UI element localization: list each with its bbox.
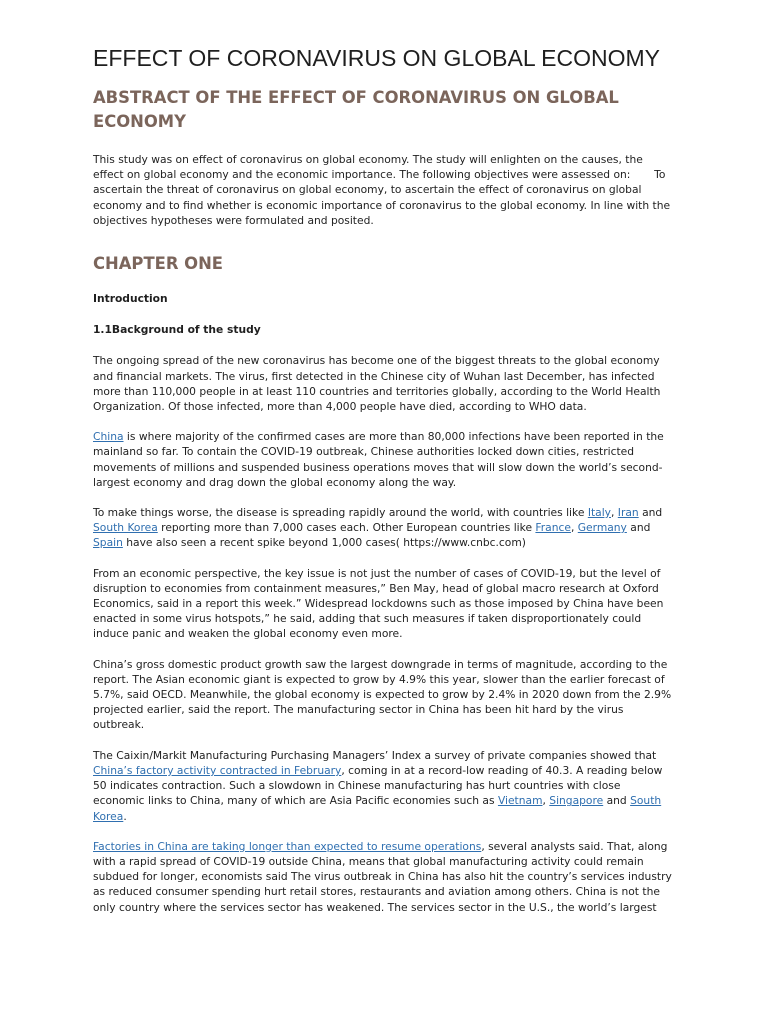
paragraph-factories xyxy=(93,839,674,915)
paragraph-pmi-text-2: , coming in at a record-low reading of 40.3. A reading below 50 indicates contraction. Such a slowdown in Chinese manufacturing has hurt countries with close economic links to China, many of which are Asia Pacific economies such as xyxy=(93,763,663,808)
paragraph-countries-text-6: and xyxy=(626,521,651,535)
paragraph-countries-text-4: reporting more than 7,000 cases each. Other European countries like xyxy=(157,521,536,535)
paragraph-spread: The ongoing spread of the new coronavirus has become one of the biggest threats to the global economy and financial markets. The virus, first detected in the Chinese city of Wuhan last December, has infected more than 110,000 people in at least 110 countries and territories globally, according to the World Health Organization. Of those infected, more than 4,000 people have died, according to WHO data. xyxy=(93,354,661,414)
paragraph-factories-text: , several analysts said. That, along with a rapid spread of COVID-19 outside China, means that global manufacturing activity could remain subdued for longer, economists said The virus outbreak in China has also hit the country’s services industry as reduced consumer spending hurt retail stores, restaurants and aviation among others. China is not the only country where the services sector has weakened. The services sector in the U.S., the world’s largest xyxy=(93,839,672,914)
background-label: 1.1Background of the study xyxy=(93,323,261,337)
paragraph-countries xyxy=(93,505,674,551)
paragraph-economic-perspective: From an economic perspective, the key issue is not just the number of cases of COVID-19, but the level of disruption to economies from containment measures,” Ben May, head of global macro research at Oxford Economics, said in a report this week.” Widespread lockdowns such as those imposed by China have been enacted in some virus hotspots,” he said, adding that such measures if taken disproportionately could induce panic and weaken the global economy even more. xyxy=(93,566,664,641)
link-italy[interactable]: Italy xyxy=(587,506,611,520)
paragraph-countries-text-2: , xyxy=(611,506,618,520)
paragraph-countries-text-1: To make things worse, the disease is spreading rapidly around the world, with countries like xyxy=(93,506,588,520)
link-china[interactable]: China xyxy=(93,430,124,444)
paragraph-pmi-text-3: , xyxy=(542,794,550,808)
link-iran[interactable]: Iran xyxy=(617,506,639,520)
abstract-paragraph: This study was on effect of coronavirus on global economy. The study will enlighten on the causes, the effect on global economy and the economic importance. The following objectives were assessed on: To ascertain the threat of coronavirus on global economy, to ascertain the effect of coronavirus on global economy and to find whether is economic importance of coronavirus to the global economy. In line with the objectives hypotheses were formulated and posited. xyxy=(93,153,674,227)
paragraph-gdp: China’s gross domestic product growth saw the largest downgrade in terms of magnitude, according to the report. The Asian economic giant is expected to grow by 4.9% this year, slower than the earlier forecast of 5.7%, said OECD. Meanwhile, the global economy is expected to grow by 2.4% in 2020 down from the 2.9% projected earlier, said the report. The manufacturing sector in China has been hit hard by the virus outbreak. xyxy=(93,657,672,732)
paragraph-pmi-text-4: and xyxy=(603,794,631,808)
link-france[interactable]: France xyxy=(535,521,571,535)
paragraph-countries-text-3: and xyxy=(638,506,663,520)
document-title: EFFECT OF CORONAVIRUS ON GLOBAL ECONOMY xyxy=(93,45,660,71)
link-singapore[interactable]: Singapore xyxy=(549,794,604,808)
paragraph-pmi-text-1: The Caixin/Markit Manufacturing Purchasing Managers’ Index a survey of private companies showed that xyxy=(93,748,657,762)
chapter-heading: CHAPTER ONE xyxy=(93,254,223,274)
abstract-heading: ABSTRACT OF THE EFFECT OF CORONAVIRUS ON GLOBAL ECONOMY xyxy=(93,88,619,131)
link-spain[interactable]: Spain xyxy=(93,536,123,550)
link-south-korea-2[interactable]: South Korea xyxy=(93,794,662,823)
paragraph-china-text: is where majority of the confirmed cases are more than 80,000 infections have been reported in the mainland so far. To contain the COVID-19 outbreak, Chinese authorities locked down cities, restricted movements of millions and suspended business operations moves that will slow down the world’s second-largest economy and drag down the global economy along the way. xyxy=(93,430,664,489)
link-germany[interactable]: Germany xyxy=(577,521,627,535)
paragraph-pmi xyxy=(93,748,674,824)
link-factory-activity[interactable]: China’s factory activity contracted in February xyxy=(93,763,342,777)
introduction-label: Introduction xyxy=(93,292,168,306)
paragraph-china xyxy=(93,429,674,490)
paragraph-countries-text-5: , xyxy=(570,521,578,535)
paragraph-countries-text-7: have also seen a recent spike beyond 1,000 cases( https://www.cnbc.com) xyxy=(122,536,526,550)
link-vietnam[interactable]: Vietnam xyxy=(497,794,543,808)
link-factories-resume[interactable]: Factories in China are taking longer than expected to resume operations xyxy=(93,839,482,853)
link-south-korea[interactable]: South Korea xyxy=(93,521,158,535)
paragraph-pmi-text-5: . xyxy=(123,809,127,823)
